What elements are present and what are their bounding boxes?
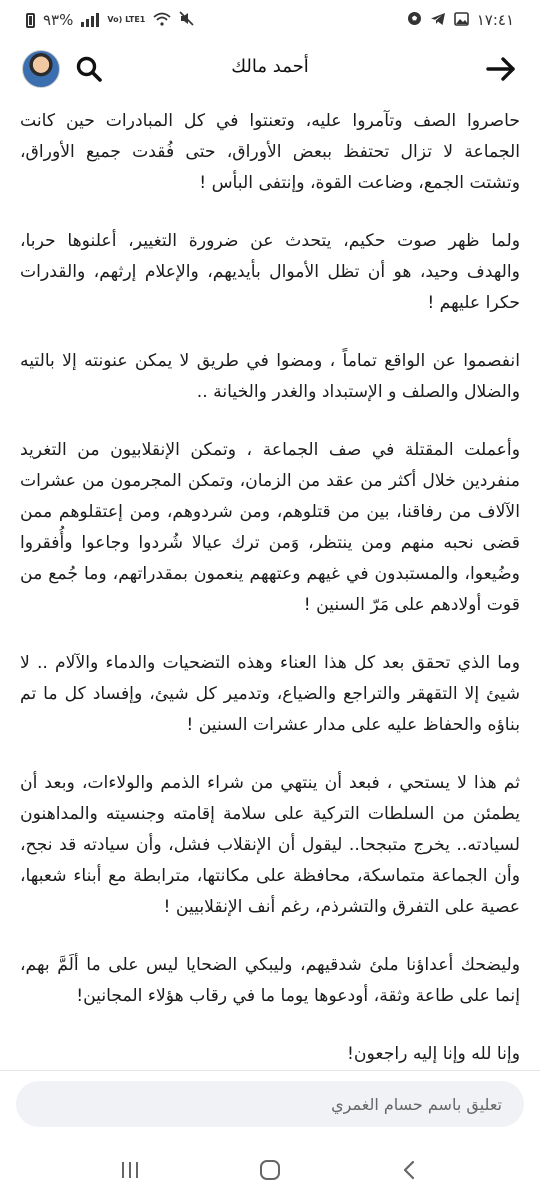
post-paragraph: وإنا لله وإنا إليه راجعون! bbox=[347, 1044, 520, 1064]
back-icon bbox=[398, 1158, 422, 1182]
back-arrow-icon bbox=[484, 52, 518, 86]
status-right bbox=[407, 11, 514, 29]
post-paragraph: وأعملت المقتلة في صف الجماعة ، وتمكن الإنقلابيون من التغريد منفردين خلال أكثر من عقد من الزمان، وتمكن المجرمون من عشرات الآلاف من رفاقنا، بين من قتلوهم، ومن شردوهم، ومن إعتقلوهم ممن قضى نحبه منهم ومن ينتظر، وَمن ترك عيالا شُردوا وجاعوا وأُفقروا وضُيعوا، والمستبدون في غيهم وعتههم ينعمون بمقدراتهم، وما جُمع من قوت أولادهم على مَرّ السنين ! bbox=[20, 440, 520, 615]
system-nav-bar bbox=[0, 1140, 540, 1200]
gallery-icon bbox=[454, 12, 469, 29]
back-nav-button[interactable] bbox=[390, 1150, 430, 1190]
post-paragraph: حاصروا الصف وتآمروا عليه، وتعنتوا في كل المبادرات حين كانت الجماعة لا تزال تحتفظ ببعض الأوراق، حتى فُقدت جميع الأوراق، وتشتت الجمع، وضاعت القوة، وإنتفى البأس ! bbox=[20, 111, 520, 193]
telegram-icon bbox=[430, 12, 446, 29]
post-paragraph: وما الذي تحقق بعد كل هذا العناء وهذه التضحيات والدماء والآلام .. لا شيئ إلا التقهقر والتراجع والضياع، وتدمير كل شيئ، وإفساد كل ما تم بناؤه والحفاظ عليه على مدار عشرات السنين ! bbox=[20, 653, 520, 735]
app-header bbox=[0, 40, 540, 96]
wifi-icon bbox=[153, 12, 171, 29]
network-label: Vo) LTE1 bbox=[107, 15, 146, 24]
mute-icon bbox=[179, 11, 194, 29]
home-button[interactable] bbox=[250, 1150, 290, 1190]
status-bar bbox=[0, 0, 540, 40]
signal-icon bbox=[81, 13, 99, 27]
post-body bbox=[20, 106, 520, 1066]
comment-input[interactable] bbox=[16, 1081, 524, 1127]
post-paragraph: انفصموا عن الواقع تماماً ، ومضوا في طريق لا يمكن عنونته إلا بالتيه والضلال والصلف و الإستبداد والغدر والخيانة .. bbox=[20, 351, 520, 402]
comment-bar bbox=[0, 1070, 540, 1137]
status-left bbox=[26, 11, 194, 29]
soccer-ball-icon bbox=[407, 11, 422, 29]
recent-apps-icon bbox=[118, 1159, 142, 1181]
comment-placeholder: تعليق باسم حسام الغمري bbox=[331, 1094, 502, 1114]
post-paragraph: ثم هذا لا يستحي ، فبعد أن ينتهي من شراء الذمم والولاءات، وبعد أن يطمئن من السلطات التركية على سلامة إقامته وجنسيته والمداهنون لسيادته.. يخرج متبجحا.. ليقول أن الإنقلاب فشل، وأن سيادته قد نجح، وأن الجماعة متماسكة، محافظة على مكانتها، مترابطة مع أبناء شعبها، عصية على التفرق والتشرذم، رغم أنف الإنقلابيين ! bbox=[20, 773, 520, 917]
back-button[interactable] bbox=[484, 52, 518, 86]
post-paragraph: ولما ظهر صوت حكيم، يتحدث عن ضرورة التغيير، أعلنوها حربا، والهدف وحيد، هو أن تظل الأموال بأيديهم، والإعلام إرثهم، والقدرات حكرا عليهم ! bbox=[20, 231, 520, 313]
battery-icon bbox=[26, 13, 35, 28]
page-title: أحمد مالك bbox=[231, 56, 309, 77]
home-icon bbox=[258, 1158, 282, 1182]
recent-apps-button[interactable] bbox=[110, 1150, 150, 1190]
post-paragraph: وليضحك أعداؤنا ملئ شدقيهم، وليبكي الضحايا ليس على ما ألَمَّ بهم، إنما على طاعة وثقة، أودعوها يوما ما في رقاب هؤلاء المجانين! bbox=[20, 955, 520, 1006]
clock: ١٧:٤١ bbox=[476, 11, 514, 29]
battery-level: ٩٣% bbox=[43, 11, 74, 29]
